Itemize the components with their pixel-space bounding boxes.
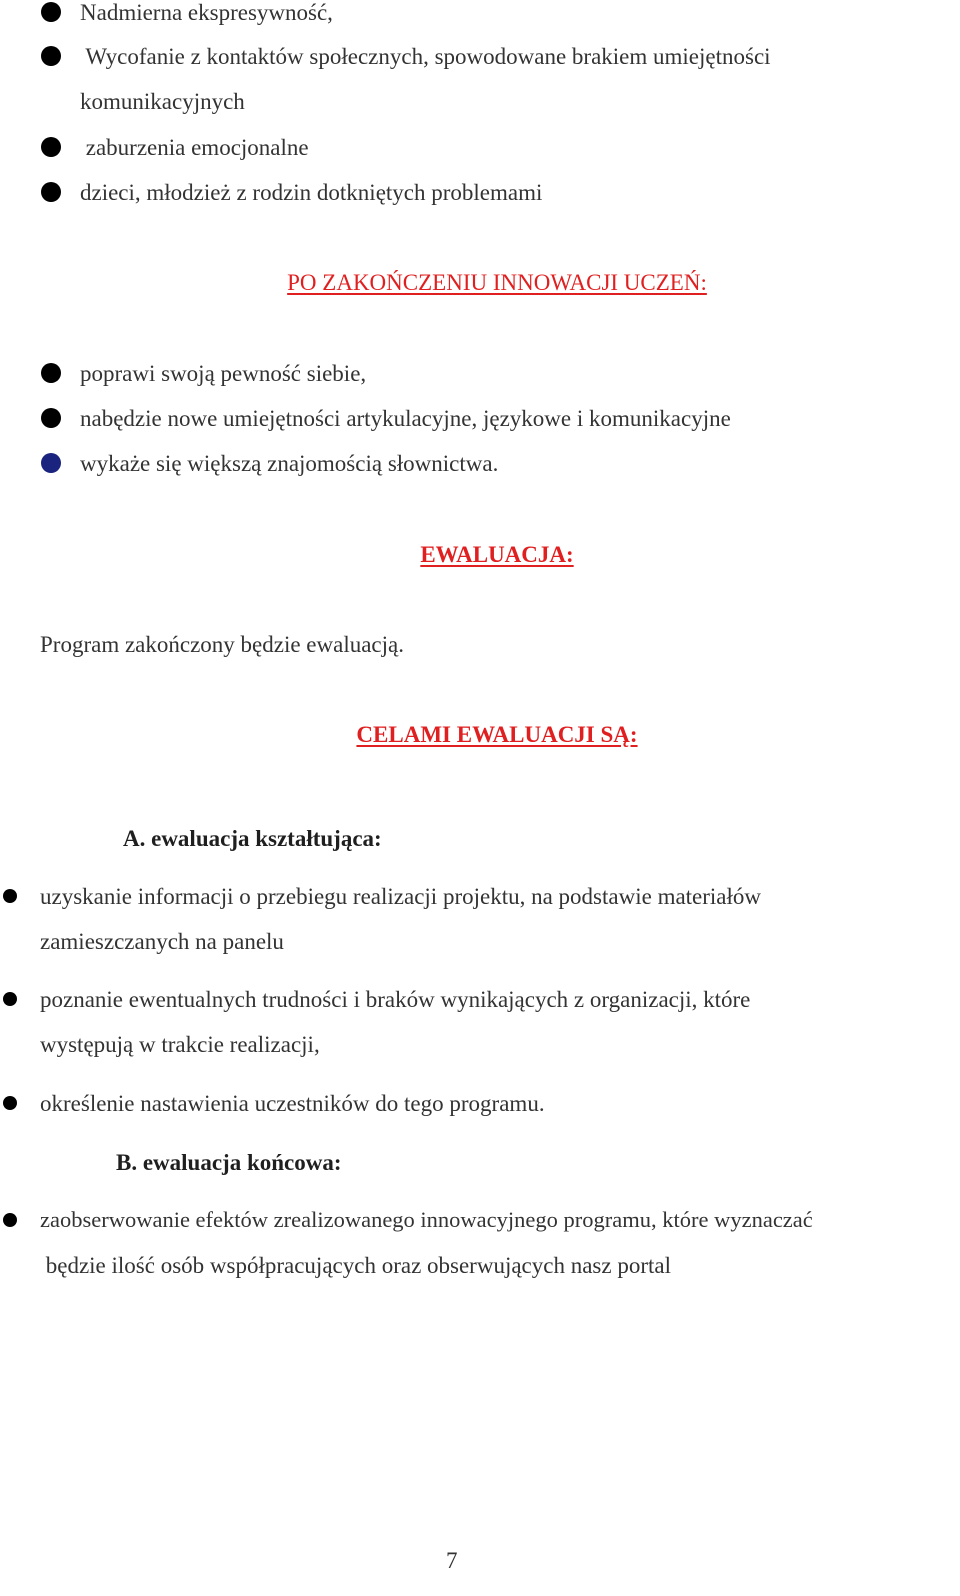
list-item-continuation: komunikacyjnych [80, 89, 245, 114]
list-item: wykaże się większą znajomością słownictwa. [80, 451, 499, 476]
list-item: nabędzie nowe umiejętności artykulacyjne, językowe i komunikacyjne [80, 406, 731, 431]
list-item: poprawi swoją pewność siebie, [80, 361, 367, 386]
page-number: 7 [446, 1548, 458, 1573]
bullet-icon [3, 1096, 17, 1110]
list-item-continuation: występują w trakcie realizacji, [40, 1032, 320, 1057]
section-heading: PO ZAKOŃCZENIU INNOWACJI UCZEŃ: [287, 270, 707, 295]
section-heading: EWALUACJA: [420, 542, 574, 567]
list-item: dzieci, młodzież z rodzin dotkniętych problemami [80, 180, 543, 205]
list-item: Nadmierna ekspresywność, [80, 0, 333, 25]
bullet-icon [41, 363, 61, 383]
paragraph: Program zakończony będzie ewaluacją. [40, 632, 404, 657]
list-item: Wycofanie z kontaktów społecznych, spowodowane brakiem umiejętności [80, 44, 771, 69]
list-item: uzyskanie informacji o przebiegu realizacji projektu, na podstawie materiałów [40, 884, 762, 909]
bullet-icon [41, 453, 61, 473]
bullet-icon [3, 992, 17, 1006]
bullet-icon [41, 46, 61, 66]
list-item: zaburzenia emocjonalne [80, 135, 309, 160]
subsection-title: A. ewaluacja kształtująca: [123, 826, 382, 851]
list-item: określenie nastawienia uczestników do tego programu. [40, 1091, 545, 1116]
list-item-continuation: będzie ilość osób współpracujących oraz obserwujących nasz portal [40, 1253, 671, 1278]
bullet-icon [41, 2, 61, 22]
bullet-icon [41, 182, 61, 202]
bullet-icon [41, 137, 61, 157]
subsection-title: B. ewaluacja końcowa: [116, 1150, 342, 1175]
list-item: zaobserwowanie efektów zrealizowanego innowacyjnego programu, które wyznaczać [40, 1207, 813, 1232]
bullet-icon [41, 408, 61, 428]
list-item: poznanie ewentualnych trudności i braków wynikających z organizacji, które [40, 987, 751, 1012]
section-heading: CELAMI EWALUACJI SĄ: [356, 722, 638, 747]
list-item-continuation: zamieszczanych na panelu [40, 929, 284, 954]
bullet-icon [3, 889, 17, 903]
bullet-icon [3, 1213, 17, 1227]
